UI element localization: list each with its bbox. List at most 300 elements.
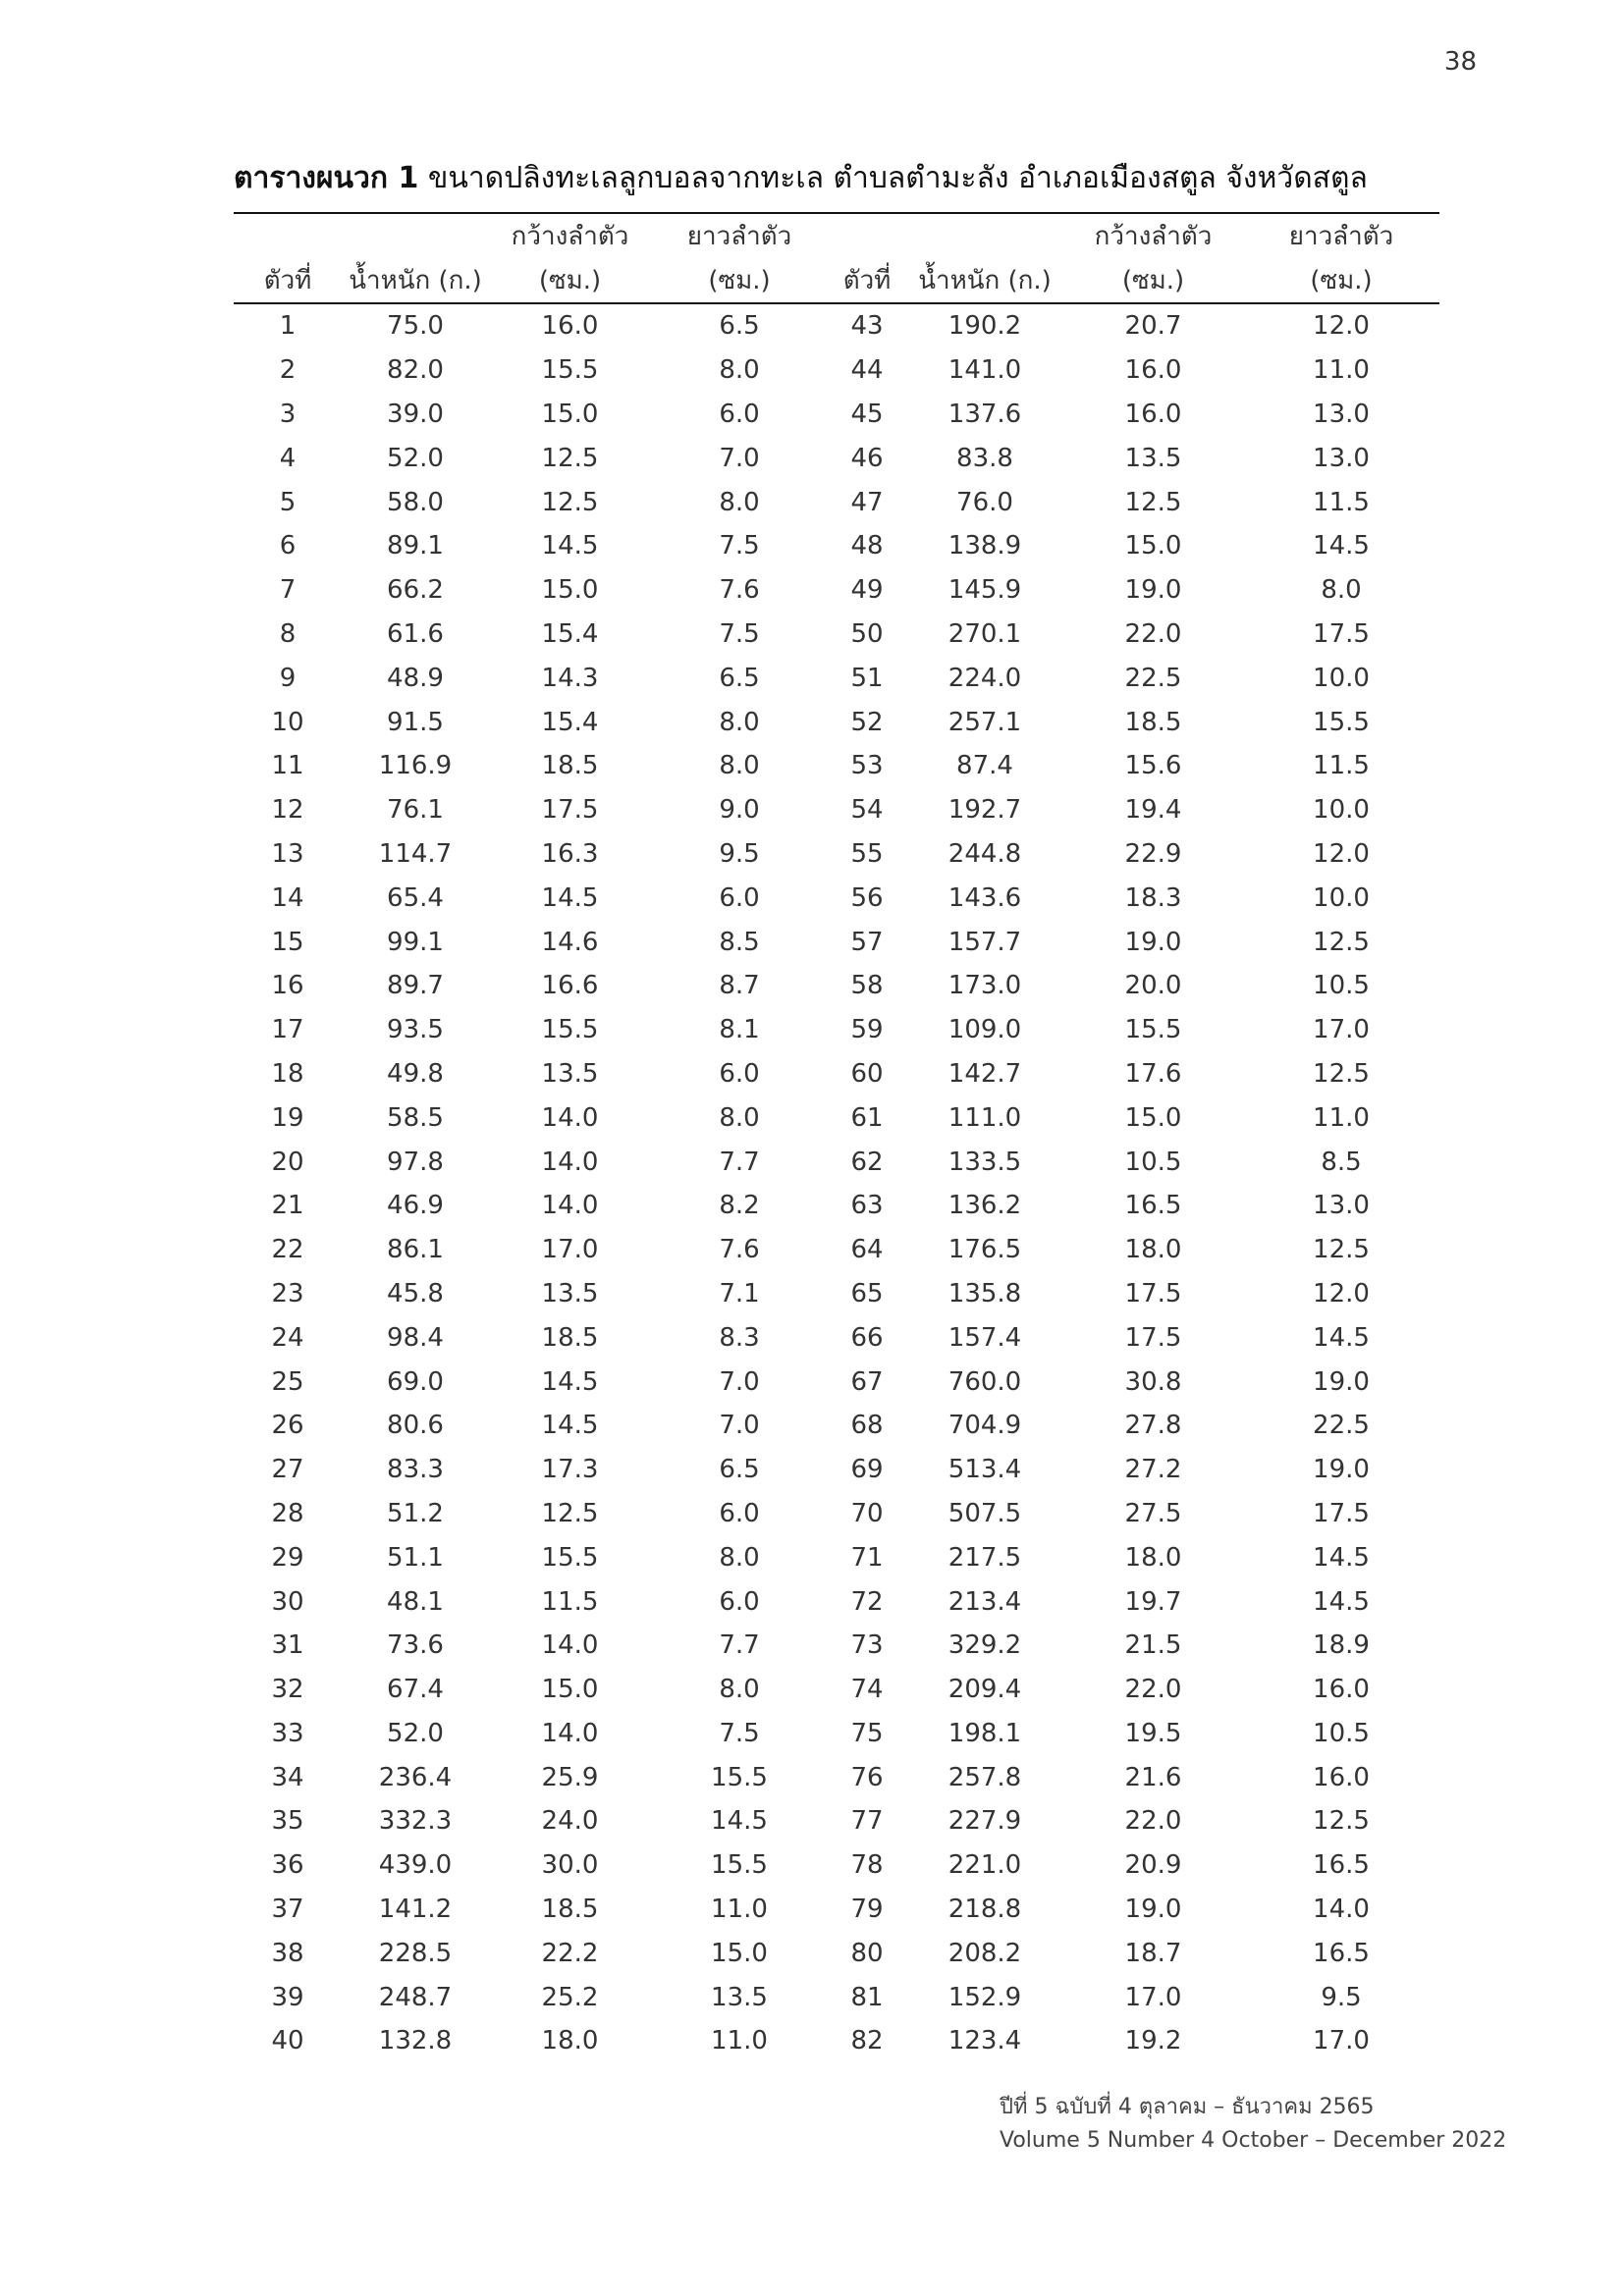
- table-cell: 20.0: [1124, 971, 1182, 1001]
- table-cell: 704.9: [947, 1411, 1022, 1441]
- table-cell: 173.0: [947, 971, 1022, 1001]
- table-row: [234, 876, 1439, 920]
- table-cell: 8.2: [719, 1191, 760, 1221]
- table-cell: 439.0: [378, 1850, 453, 1881]
- table-cell: 19.0: [1124, 575, 1182, 606]
- table-cell: 6.0: [719, 882, 760, 913]
- table-cell: 58.0: [387, 487, 444, 517]
- table-cell: 12.0: [1313, 838, 1370, 869]
- table-cell: 82.0: [387, 355, 444, 386]
- table-cell: 48: [850, 531, 884, 561]
- header-cell: (ซม.): [1063, 258, 1243, 303]
- table-cell: 17.0: [1313, 1015, 1370, 1045]
- table-row: [234, 1184, 1439, 1228]
- table-cell: 257.8: [947, 1762, 1022, 1792]
- table-cell: 97.8: [387, 1147, 444, 1177]
- table-cell: 12.0: [1313, 1278, 1370, 1308]
- header-cell: ยาวลำตัว: [1243, 213, 1439, 258]
- table-cell: 8.5: [719, 927, 760, 957]
- table-cell: 18.5: [1124, 707, 1182, 737]
- table-row: [234, 1448, 1439, 1492]
- table-cell: 30: [271, 1586, 304, 1617]
- table-cell: 93.5: [387, 1015, 444, 1045]
- table-row: [234, 348, 1439, 393]
- table-cell: 55: [850, 838, 884, 869]
- header-cell: ตัวที่: [828, 258, 906, 303]
- table-row: [234, 1272, 1439, 1316]
- table-cell: 68: [850, 1411, 884, 1441]
- table-cell: 7.5: [719, 531, 760, 561]
- table-cell: 17.0: [541, 1235, 599, 1265]
- table-cell: 7.0: [719, 1366, 760, 1397]
- table-cell: 51.2: [387, 1498, 444, 1528]
- table-cell: 27.5: [1124, 1498, 1182, 1528]
- table-cell: 17.3: [541, 1455, 599, 1485]
- table-cell: 8.0: [719, 487, 760, 517]
- table-cell: 34: [271, 1762, 304, 1792]
- table-cell: 19.2: [1124, 2026, 1182, 2056]
- table-cell: 116.9: [378, 751, 453, 781]
- table-cell: 80: [850, 1938, 884, 1968]
- table-cell: 83.8: [956, 443, 1013, 473]
- table-cell: 244.8: [947, 838, 1022, 869]
- table-cell: 8.0: [719, 707, 760, 737]
- table-cell: 13.0: [1313, 1191, 1370, 1221]
- table-cell: 23: [271, 1278, 304, 1308]
- header-cell: น้ำหนัก (ก.): [342, 258, 489, 303]
- table-cell: 75: [850, 1718, 884, 1748]
- table-cell: 132.8: [378, 2026, 453, 2056]
- table-cell: 91.5: [387, 707, 444, 737]
- table-cell: 27.8: [1124, 1411, 1182, 1441]
- table-cell: 76: [850, 1762, 884, 1792]
- table-cell: 1: [279, 311, 297, 342]
- table-cell: 17.0: [1124, 1982, 1182, 2012]
- table-cell: 14.3: [541, 663, 599, 693]
- table-cell: 7.0: [719, 1411, 760, 1441]
- table-cell: 52.0: [387, 1718, 444, 1748]
- table-cell: 74: [850, 1675, 884, 1705]
- table-cell: 21.5: [1124, 1630, 1182, 1661]
- table-body: [234, 303, 1439, 2063]
- table-cell: 22.5: [1124, 663, 1182, 693]
- table-cell: 133.5: [947, 1147, 1022, 1177]
- table-cell: 9.5: [719, 838, 760, 869]
- table-cell: 7: [279, 575, 297, 606]
- table-cell: 114.7: [378, 838, 453, 869]
- table-cell: 14.0: [1313, 1895, 1370, 1925]
- table-cell: 46: [850, 443, 884, 473]
- table-cell: 31: [271, 1630, 304, 1661]
- table-cell: 8.1: [719, 1015, 760, 1045]
- table-cell: 141.0: [947, 355, 1022, 386]
- table-cell: 39: [271, 1982, 304, 2012]
- table-cell: 28: [271, 1498, 304, 1528]
- table-row: [234, 1140, 1439, 1184]
- table-cell: 152.9: [947, 1982, 1022, 2012]
- table-cell: 37: [271, 1895, 304, 1925]
- table-cell: 17.6: [1124, 1058, 1182, 1089]
- table-cell: 58.5: [387, 1102, 444, 1133]
- table-cell: 76.0: [956, 487, 1013, 517]
- table-cell: 19.0: [1124, 927, 1182, 957]
- table-cell: 13.5: [541, 1058, 599, 1089]
- table-row: [234, 1755, 1439, 1799]
- table-cell: 111.0: [947, 1102, 1022, 1133]
- table-cell: 15.0: [1124, 1102, 1182, 1133]
- table-cell: 15.0: [541, 399, 599, 429]
- table-cell: 35: [271, 1806, 304, 1837]
- table-cell: 19.0: [1313, 1455, 1370, 1485]
- table-cell: 513.4: [947, 1455, 1022, 1485]
- table-cell: 192.7: [947, 795, 1022, 826]
- table-cell: 25.2: [541, 1982, 599, 2012]
- table-cell: 15.0: [711, 1938, 768, 1968]
- table-cell: 11.0: [711, 2026, 768, 2056]
- header-cell: กว้างลำตัว: [489, 213, 651, 258]
- table-cell: 18.0: [541, 2026, 599, 2056]
- table-cell: 7.1: [719, 1278, 760, 1308]
- table-cell: 142.7: [947, 1058, 1022, 1089]
- table-cell: 137.6: [947, 399, 1022, 429]
- header-cell: [234, 213, 342, 258]
- header-cell: (ซม.): [651, 258, 828, 303]
- table-cell: 57: [850, 927, 884, 957]
- table-cell: 15.4: [541, 618, 599, 649]
- table-row: [234, 393, 1439, 437]
- table-row: [234, 1668, 1439, 1712]
- table-cell: 16.0: [1124, 355, 1182, 386]
- table-cell: 15.0: [541, 575, 599, 606]
- table-cell: 213.4: [947, 1586, 1022, 1617]
- table-cell: 43: [850, 311, 884, 342]
- table-row: [234, 1579, 1439, 1624]
- table-cell: 82: [850, 2026, 884, 2056]
- table-cell: 329.2: [947, 1630, 1022, 1661]
- table-cell: 507.5: [947, 1498, 1022, 1528]
- table-cell: 16.5: [1313, 1850, 1370, 1881]
- table-row: [234, 1360, 1439, 1404]
- table-cell: 19.5: [1124, 1718, 1182, 1748]
- table-cell: 14.5: [541, 531, 599, 561]
- table-cell: 24.0: [541, 1806, 599, 1837]
- table-cell: 75.0: [387, 311, 444, 342]
- table-cell: 10.5: [1313, 971, 1370, 1001]
- table-cell: 83.3: [387, 1455, 444, 1485]
- table-cell: 67: [850, 1366, 884, 1397]
- table-cell: 10.0: [1313, 795, 1370, 826]
- table-cell: 9.5: [1321, 1982, 1362, 2012]
- table-row: [234, 788, 1439, 832]
- table-cell: 16.0: [1313, 1675, 1370, 1705]
- table-cell: 15.5: [541, 1015, 599, 1045]
- table-cell: 10: [271, 707, 304, 737]
- table-cell: 22.5: [1313, 1411, 1370, 1441]
- footer-thai: ปีที่ 5 ฉบับที่ 4 ตุลาคม – ธันวาคม 2565: [1000, 2095, 1375, 2119]
- table-cell: 30.8: [1124, 1366, 1182, 1397]
- table-cell: 10.0: [1313, 663, 1370, 693]
- table-cell: 15.5: [711, 1850, 768, 1881]
- table-cell: 29: [271, 1542, 304, 1573]
- table-row: [234, 1843, 1439, 1888]
- table-cell: 11.0: [1313, 355, 1370, 386]
- table-row: [234, 524, 1439, 568]
- table-row: [234, 920, 1439, 964]
- table-row: [234, 744, 1439, 788]
- table-cell: 87.4: [956, 751, 1013, 781]
- table-cell: 38: [271, 1938, 304, 1968]
- table-cell: 17.5: [1124, 1278, 1182, 1308]
- table-cell: 16.5: [1313, 1938, 1370, 1968]
- table-cell: 15.5: [541, 1542, 599, 1573]
- table-cell: 18.3: [1124, 882, 1182, 913]
- table-row: [234, 1052, 1439, 1096]
- caption-text: ขนาดปลิงทะเลลูกบอลจากทะเล ตำบลตำมะลัง อำเภอเมืองสตูล จังหวัดสตูล: [427, 161, 1368, 195]
- table-cell: 15.6: [1124, 751, 1182, 781]
- table-cell: 157.4: [947, 1322, 1022, 1353]
- table-cell: 11.5: [541, 1586, 599, 1617]
- table-cell: 15.0: [1124, 531, 1182, 561]
- table-cell: 19.0: [1313, 1366, 1370, 1397]
- table-cell: 221.0: [947, 1850, 1022, 1881]
- table-cell: 27.2: [1124, 1455, 1182, 1485]
- table-cell: 16.3: [541, 838, 599, 869]
- table-cell: 65.4: [387, 882, 444, 913]
- table-cell: 270.1: [947, 618, 1022, 649]
- table-cell: 6.5: [719, 663, 760, 693]
- table-cell: 8.0: [719, 355, 760, 386]
- table-cell: 16: [271, 971, 304, 1001]
- table-cell: 7.6: [719, 1235, 760, 1265]
- table-cell: 217.5: [947, 1542, 1022, 1573]
- table-cell: 11.5: [1313, 487, 1370, 517]
- table-cell: 15.5: [541, 355, 599, 386]
- table-cell: 9: [279, 663, 297, 693]
- table-cell: 76.1: [387, 795, 444, 826]
- table-cell: 89.1: [387, 531, 444, 561]
- table-cell: 48.9: [387, 663, 444, 693]
- table-cell: 143.6: [947, 882, 1022, 913]
- table-cell: 53: [850, 751, 884, 781]
- table-cell: 10.0: [1313, 882, 1370, 913]
- header-cell: (ซม.): [489, 258, 651, 303]
- table-cell: 16.0: [541, 311, 599, 342]
- table-cell: 17.5: [1124, 1322, 1182, 1353]
- header-cell: ตัวที่: [234, 258, 342, 303]
- table-row: [234, 436, 1439, 480]
- table-row: [234, 656, 1439, 700]
- table-cell: 14.0: [541, 1630, 599, 1661]
- header-row-bottom: [234, 258, 1439, 303]
- table-cell: 25.9: [541, 1762, 599, 1792]
- table-cell: 51.1: [387, 1542, 444, 1573]
- table-cell: 332.3: [378, 1806, 453, 1837]
- table-cell: 157.7: [947, 927, 1022, 957]
- table-cell: 190.2: [947, 311, 1022, 342]
- table-cell: 22: [271, 1235, 304, 1265]
- table-row: [234, 303, 1439, 348]
- table-cell: 198.1: [947, 1718, 1022, 1748]
- table-cell: 32: [271, 1675, 304, 1705]
- table-row: [234, 1888, 1439, 1932]
- table-cell: 12.5: [1313, 1806, 1370, 1837]
- table-row: [234, 1404, 1439, 1448]
- table-cell: 49: [850, 575, 884, 606]
- table-cell: 16.5: [1124, 1191, 1182, 1221]
- table-cell: 78: [850, 1850, 884, 1881]
- table-cell: 52.0: [387, 443, 444, 473]
- table-caption: [234, 155, 1368, 201]
- table-cell: 13.5: [541, 1278, 599, 1308]
- table-row: [234, 1008, 1439, 1052]
- table-cell: 61.6: [387, 618, 444, 649]
- table-cell: 11.0: [1313, 1102, 1370, 1133]
- table-cell: 7.0: [719, 443, 760, 473]
- table-cell: 26: [271, 1411, 304, 1441]
- table-row: [234, 1228, 1439, 1272]
- table-cell: 12.5: [541, 1498, 599, 1528]
- table-cell: 20: [271, 1147, 304, 1177]
- table-cell: 11.5: [1313, 751, 1370, 781]
- table-cell: 138.9: [947, 531, 1022, 561]
- table-cell: 40: [271, 2026, 304, 2056]
- table-cell: 13.5: [711, 1982, 768, 2012]
- table-cell: 16.6: [541, 971, 599, 1001]
- table-cell: 14.5: [1313, 1322, 1370, 1353]
- table-cell: 18.5: [541, 1322, 599, 1353]
- table-row: [234, 1799, 1439, 1843]
- table-cell: 58: [850, 971, 884, 1001]
- table-cell: 67.4: [387, 1675, 444, 1705]
- table-cell: 80.6: [387, 1411, 444, 1441]
- table-cell: 14.5: [1313, 1586, 1370, 1617]
- table-cell: 13.0: [1313, 443, 1370, 473]
- table-cell: 18.5: [541, 1895, 599, 1925]
- table-cell: 10.5: [1313, 1718, 1370, 1748]
- table-cell: 12: [271, 795, 304, 826]
- table-cell: 2: [279, 355, 297, 386]
- table-cell: 86.1: [387, 1235, 444, 1265]
- table-cell: 7.7: [719, 1147, 760, 1177]
- table-cell: 136.2: [947, 1191, 1022, 1221]
- table-cell: 9.0: [719, 795, 760, 826]
- table-cell: 6: [279, 531, 297, 561]
- table-row: [234, 1975, 1439, 2019]
- table-cell: 11.0: [711, 1895, 768, 1925]
- table-cell: 44: [850, 355, 884, 386]
- table-cell: 89.7: [387, 971, 444, 1001]
- table-cell: 15.5: [1313, 707, 1370, 737]
- table-cell: 109.0: [947, 1015, 1022, 1045]
- table-cell: 10.5: [1124, 1147, 1182, 1177]
- table-cell: 14.5: [541, 1366, 599, 1397]
- table-cell: 8.0: [1321, 575, 1362, 606]
- table-cell: 208.2: [947, 1938, 1022, 1968]
- table-cell: 12.5: [541, 443, 599, 473]
- table-cell: 13: [271, 838, 304, 869]
- table-row: [234, 568, 1439, 613]
- table-cell: 81: [850, 1982, 884, 2012]
- table-cell: 14.5: [711, 1806, 768, 1837]
- table-cell: 5: [279, 487, 297, 517]
- table-cell: 248.7: [378, 1982, 453, 2012]
- table-cell: 18.9: [1313, 1630, 1370, 1661]
- table-cell: 99.1: [387, 927, 444, 957]
- table-cell: 22.0: [1124, 618, 1182, 649]
- table-cell: 14.6: [541, 927, 599, 957]
- table-cell: 73: [850, 1630, 884, 1661]
- table-cell: 17.0: [1313, 2026, 1370, 2056]
- table-row: [234, 1931, 1439, 1975]
- table-cell: 14.5: [1313, 531, 1370, 561]
- table-cell: 7.5: [719, 1718, 760, 1748]
- table-row: [234, 613, 1439, 657]
- table-cell: 12.5: [1124, 487, 1182, 517]
- table-cell: 24: [271, 1322, 304, 1353]
- table-cell: 19.7: [1124, 1586, 1182, 1617]
- table-cell: 17.5: [1313, 1498, 1370, 1528]
- table-row: [234, 480, 1439, 524]
- table-cell: 36: [271, 1850, 304, 1881]
- table-cell: 227.9: [947, 1806, 1022, 1837]
- table-row: [234, 1535, 1439, 1579]
- caption-label: ตารางผนวก 1: [234, 161, 419, 195]
- table-cell: 8.0: [719, 1102, 760, 1133]
- table-row: [234, 1095, 1439, 1140]
- table-cell: 6.0: [719, 1586, 760, 1617]
- table-cell: 17.5: [541, 795, 599, 826]
- appendix-table: [234, 212, 1439, 2063]
- header-row-top: [234, 213, 1439, 258]
- table-cell: 20.7: [1124, 311, 1182, 342]
- table-cell: 52: [850, 707, 884, 737]
- table-cell: 17: [271, 1015, 304, 1045]
- table-cell: 236.4: [378, 1762, 453, 1792]
- table-cell: 45.8: [387, 1278, 444, 1308]
- table-cell: 22.9: [1124, 838, 1182, 869]
- table-cell: 19.4: [1124, 795, 1182, 826]
- header-cell: [342, 213, 489, 258]
- table-cell: 7.5: [719, 618, 760, 649]
- header-cell: ยาวลำตัว: [651, 213, 828, 258]
- table-cell: 45: [850, 399, 884, 429]
- header-cell: (ซม.): [1243, 258, 1439, 303]
- table-cell: 27: [271, 1455, 304, 1485]
- table-cell: 62: [850, 1147, 884, 1177]
- table-cell: 73.6: [387, 1630, 444, 1661]
- table-cell: 13.5: [1124, 443, 1182, 473]
- table-cell: 224.0: [947, 663, 1022, 693]
- table-cell: 25: [271, 1366, 304, 1397]
- table-cell: 54: [850, 795, 884, 826]
- table-cell: 17.5: [1313, 618, 1370, 649]
- table-cell: 72: [850, 1586, 884, 1617]
- footer-english: Volume 5 Number 4 October – December 2022: [1000, 2128, 1507, 2153]
- table-cell: 98.4: [387, 1322, 444, 1353]
- table-cell: 14: [271, 882, 304, 913]
- table-cell: 21: [271, 1191, 304, 1221]
- table-cell: 15.0: [541, 1675, 599, 1705]
- table-cell: 21.6: [1124, 1762, 1182, 1792]
- table-row: [234, 1492, 1439, 1536]
- table-cell: 18.7: [1124, 1938, 1182, 1968]
- table-cell: 59: [850, 1015, 884, 1045]
- table-cell: 66: [850, 1322, 884, 1353]
- table-cell: 18: [271, 1058, 304, 1089]
- table-cell: 176.5: [947, 1235, 1022, 1265]
- table-cell: 6.5: [719, 311, 760, 342]
- table-cell: 8.5: [1321, 1147, 1362, 1177]
